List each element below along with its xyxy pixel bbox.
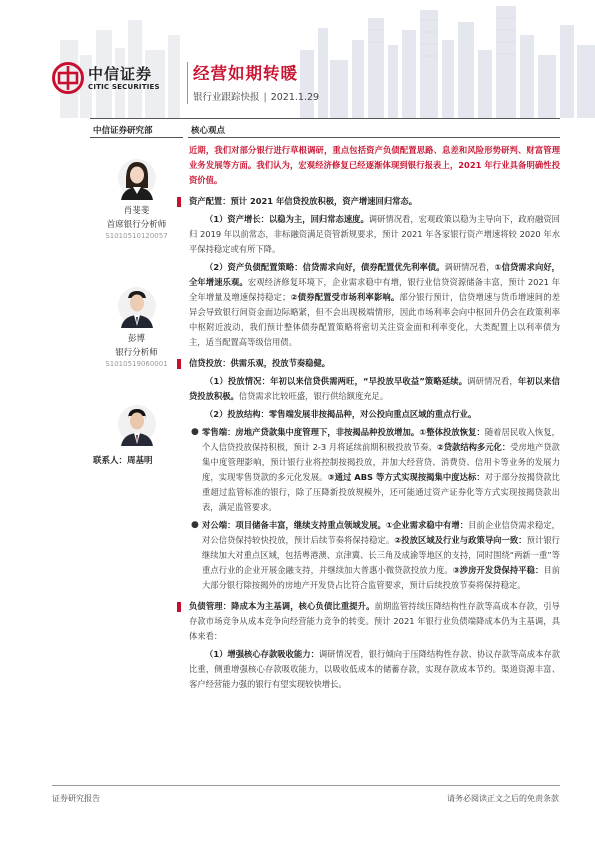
citic-logo-icon	[52, 62, 84, 94]
analyst-photo	[118, 158, 156, 200]
analyst-card	[90, 158, 183, 240]
contact-card	[90, 404, 183, 446]
analyst-license-id: S1010519060001	[105, 360, 168, 368]
main-heading: 核心观点	[191, 126, 226, 136]
sidebar-heading-rule	[90, 137, 183, 138]
header-rule	[90, 118, 560, 119]
section-marker	[177, 602, 181, 612]
paragraph: （2）资产负债配置策略：信贷需求向好，债券配置优先利率债。调研情况看，①信贷需求向好，全年增速乐观。宏观经济修复环境下，企业需求稳中有增，银行业信贷资源储备丰富，预计 2021 年全年增量及增速保持稳定；②债券配置受市场利率影响。部分银行预计，信贷增速与货币增速间的差异会导致银行间资金面边际略紧，但不会出现极端情形，因此市场利率会向中枢回升仍会在政策利率中枢附近波动，我们预计整体债券配置策略将密切关注资金面和利率变化，大类配置上以利率债为主，适当配置高等级信用债。	[189, 262, 560, 347]
analyst-photo	[118, 286, 156, 328]
section-liability-management: 负债管理：降成本为主基调，核心负债比重提升。前期监管持续压降结构性存款等高成本存款，引导存款市场竞争从成本竞争向经营能力竞争的转变。预计 2021 年银行业负债端降成本仍为主基调，具体来看：	[175, 599, 560, 644]
analyst-license-id: S1010510120057	[105, 232, 168, 240]
brand-name-en: CITIC SECURITIES	[88, 83, 160, 91]
list-item: ● 对公端：项目储备丰富，继续支持重点领域发展。①企业需求稳中有增：目前企业信贷需求稳定，对公信贷保持较快投放，预计后续节奏将保持稳定。②投放区域及行业与政策导向一致：预计银行继续加大对重点区域，包括粤港澳、京津冀、长三角及成渝等地区的支持，同时围绕“两新一重”等重点行业的企业开展金融支持，并继续加大普惠小微贷款投放力度。③涉房开发贷保持平稳：目前大部分银行除按揭外的房地产开发贷占比符合监管要求，预计后续投放节奏将保持稳定。	[191, 520, 560, 590]
main-heading-rule	[188, 137, 560, 138]
list-item: ● 零售端：房地产贷款集中度管理下，非按揭品种投放增加。①整体投放恢复：随着居民收入恢复，个人信贷投放保持积极，预计 2-3 月将延续前期积极投放节奏。②贷款结构多元化：受房地产贷款集中度管理影响，预计银行业将控制按揭投放，并加大经营贷、消费贷、信用卡等业务的发展力度，实现零售贷款的多元化发展。③通过 ABS 等方式实现按揭集中度达标：对于部分按揭贷款比重超过监管标准的银行，除了压降新投放规模外，还可能通过资产证券化等方式实现按揭贷款出表，满足监管要求。	[191, 427, 560, 512]
analyst-role: 银行分析师	[115, 348, 158, 358]
bullet-icon: ●	[191, 520, 199, 530]
report-type: 银行业跟踪快报	[193, 92, 260, 103]
key-points-intro: 近期，我们对部分银行进行草根调研，重点包括资产负债配置思路、息差和风险形势研判、财富管理业务发展等方面。我们认为，宏观经济修复已经逐渐体现到银行报表上，2021 年行业具备明确性投资价值。	[189, 145, 560, 185]
brand-name-cn: 中信证券	[88, 65, 153, 83]
footer-label: 证券研究报告	[52, 794, 100, 803]
analyst-role: 首席银行分析师	[106, 220, 167, 230]
paragraph: （2）投放结构：零售端发展非按揭品种，对公投向重点区域的重点行业。	[205, 409, 477, 419]
header-divider	[187, 62, 188, 104]
paragraph: （1）资产增长：以稳为主，回归常态速度。调研情况看，宏观政策以稳为主导向下，政府融资回归 2019 年以前常态，非标融资满足资管新规要求，预计 2021 年各家银行资产增速将较 2020 年水平保持稳定或有所下降。	[189, 214, 560, 254]
report-subtitle	[193, 89, 319, 103]
paragraph: （1）投放情况：年初以来信贷供需两旺，“早投放早收益”策略延续。调研情况看，年初以来信贷投放积极。信贷需求比较旺盛，银行供给额度充足。	[189, 376, 560, 401]
contact-person: 联系人：周基明	[93, 456, 153, 466]
bullet-icon: ●	[191, 427, 199, 437]
disclaimer-notice: 请务必阅读正文之后的免责条款	[447, 794, 559, 803]
section-marker	[177, 359, 181, 369]
analyst-card	[90, 286, 183, 368]
main-content	[175, 143, 560, 692]
section-marker	[177, 197, 181, 207]
sidebar-heading: 中信证券研究部	[93, 126, 153, 136]
citic-logo	[52, 62, 182, 96]
analyst-name: 彭博	[127, 334, 145, 344]
paragraph: （1）增强核心存款吸收能力：调研情况看，银行倾向于压降结构性存款、协议存款等高成本存款比重，侧重增强核心存款吸收能力，以吸收低成本的储蓄存款，实现存款成本节约。渠道资源丰富、客户经营能力强的银行有望实现较快增长。	[189, 649, 560, 689]
section-credit-issuance: 信贷投放：供需乐观，投放节奏稳健。	[175, 356, 560, 371]
report-title: 经营如期转暖	[193, 64, 298, 83]
section-asset-allocation: 资产配置：预计 2021 年信贷投放积极，资产增速回归常态。	[175, 194, 560, 209]
analyst-name: 肖斐斐	[123, 206, 150, 216]
subtitle-separator: |	[263, 92, 267, 103]
report-header	[0, 0, 595, 118]
contact-photo	[118, 404, 156, 446]
report-date: 2021.1.29	[270, 92, 320, 103]
footer-rule	[52, 785, 560, 786]
